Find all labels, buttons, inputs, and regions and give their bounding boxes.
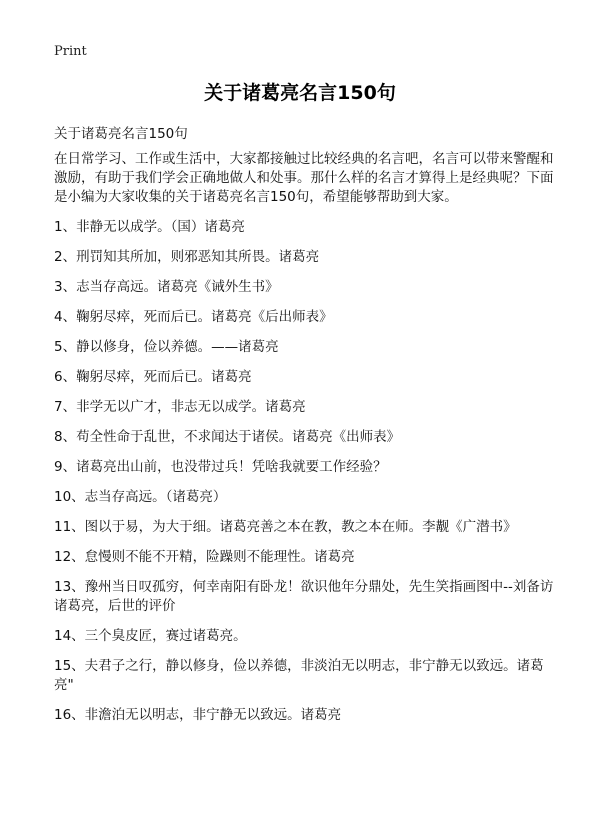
quote-item: 16、非澹泊无以明志，非宁静无以致远。诸葛亮 <box>54 707 342 723</box>
quote-item: 10、志当存高远。（诸葛亮） <box>54 489 227 505</box>
page-title: 关于诸葛亮名言150句 <box>204 82 396 104</box>
intro-paragraph: 在日常学习、工作或生活中，大家都接触过比较经典的名言吧，名言可以带来警醒和激励，有助于我们学会正确地做人和处事。那什么样的名言才算得上是经典呢？下面是小编为大家收集的关于诸葛亮名言150句，希望能够帮助到大家。 <box>54 151 554 205</box>
article-subtitle: 关于诸葛亮名言150句 <box>54 126 188 142</box>
quote-item: 4、鞠躬尽瘁，死而后已。诸葛亮《后出师表》 <box>54 309 333 325</box>
quote-list <box>54 218 559 736</box>
print-link[interactable]: Print <box>54 44 87 59</box>
quote-item: 1、非静无以成学。（国）诸葛亮 <box>54 219 245 235</box>
quote-item: 13、豫州当日叹孤穷，何幸南阳有卧龙！欲识他年分鼎处，先生笑指画图中--刘备访诸葛亮，后世的评价 <box>54 579 554 614</box>
quote-item: 11、图以于易，为大于细。诸葛亮善之本在教，教之本在师。李觏《广潜书》 <box>54 519 517 535</box>
quote-item: 14、三个臭皮匠，赛过诸葛亮。 <box>54 628 247 644</box>
quote-item: 9、诸葛亮出山前，也没带过兵！凭啥我就要工作经验？ <box>54 459 387 475</box>
quote-item: 15、夫君子之行，静以修身，俭以养德，非淡泊无以明志，非宁静无以致远。诸葛亮" <box>54 658 544 693</box>
quote-item: 5、静以修身，俭以养德。——诸葛亮 <box>54 339 279 355</box>
quote-item: 3、志当存高远。诸葛亮《诫外生书》 <box>54 279 279 295</box>
quote-item: 2、刑罚知其所加，则邪恶知其所畏。诸葛亮 <box>54 249 320 265</box>
quote-item: 8、苟全性命于乱世，不求闻达于诸侯。诸葛亮《出师表》 <box>54 429 401 445</box>
quote-item: 12、怠慢则不能不开精，险躁则不能理性。诸葛亮 <box>54 549 355 565</box>
quote-item: 6、鞠躬尽瘁，死而后已。诸葛亮 <box>54 369 252 385</box>
quote-item: 7、非学无以广才，非志无以成学。诸葛亮 <box>54 399 306 415</box>
